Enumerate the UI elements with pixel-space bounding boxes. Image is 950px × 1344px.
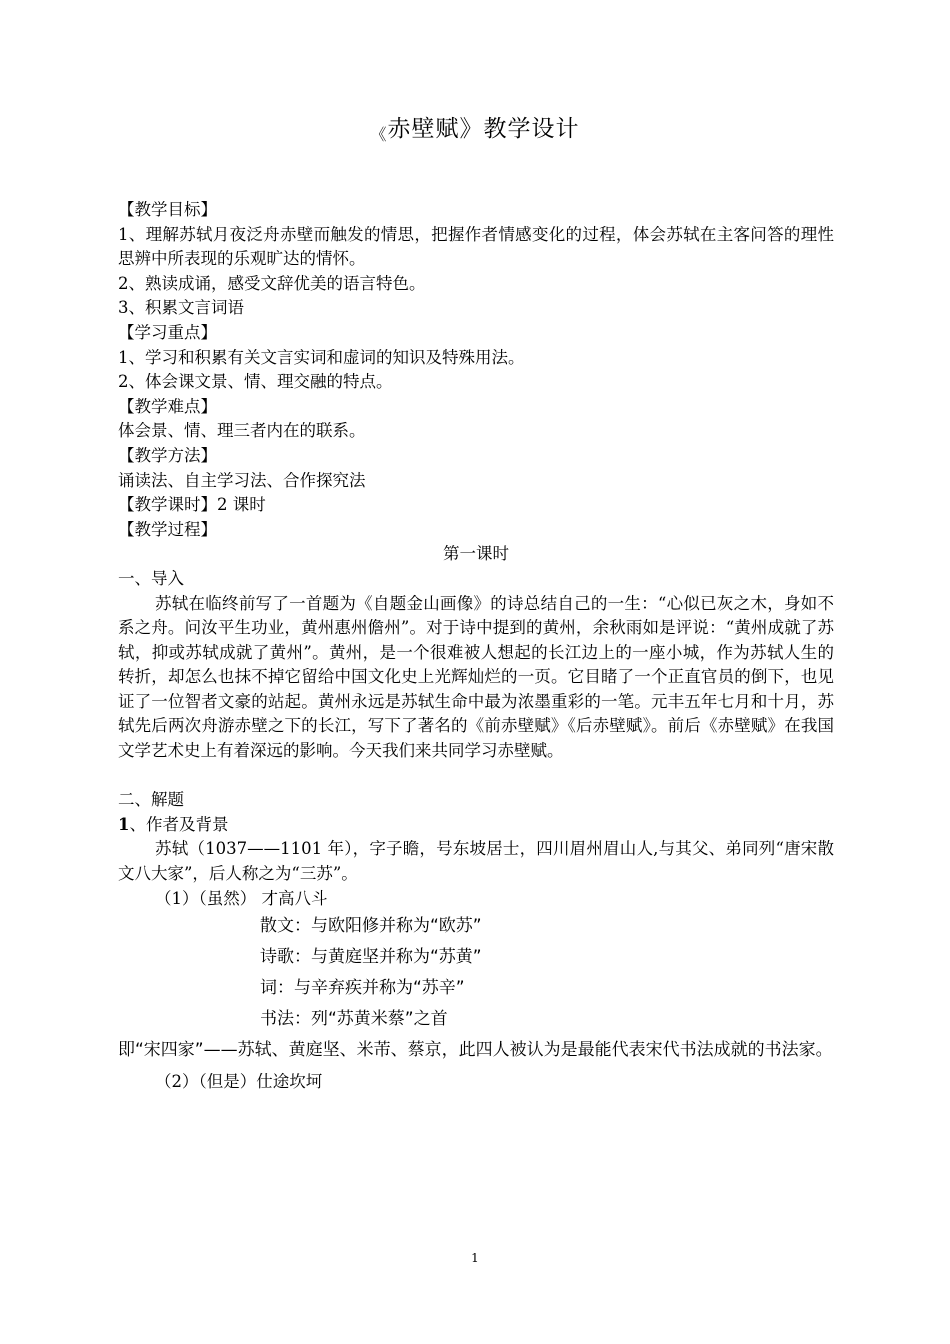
- arts-list: [118, 911, 834, 1066]
- goal-item-1: 1、理解苏轼月夜泛舟赤壁而触发的情思，把握作者情感变化的过程，体会苏轼在主客问答的理性思辨中所表现的乐观旷达的情怀。: [118, 224, 834, 269]
- author-paragraph: 苏轼（1037——1101 年），字子瞻，号东坡居士，四川眉州眉山人,与其父、弟同列“唐宋散文八大家”，后人称之为“三苏”。: [118, 839, 834, 884]
- lesson-title: 第一课时: [443, 544, 509, 564]
- page-number: 1: [471, 1251, 479, 1265]
- author-header-text: 、作者及背景: [129, 814, 229, 834]
- arts-ci: 词：与辛弃疾并称为“苏辛”: [260, 978, 465, 999]
- career-line: （2）（但是）仕途坎坷: [155, 1072, 323, 1092]
- hours-line: 【教学课时】2 课时: [118, 495, 266, 515]
- focus-header: 【学习重点】: [118, 322, 217, 342]
- focus-item-1: 1、学习和积累有关文言实词和虚词的知识及特殊用法。: [118, 347, 525, 367]
- title-text: 赤壁赋》教学设计: [387, 116, 580, 142]
- author-header: [118, 813, 834, 838]
- talent-line: （1）（虽然） 才高八斗: [155, 888, 328, 908]
- method-text: 诵读法、自主学习法、合作探究法: [118, 470, 366, 490]
- focus-item-2: 2、体会课文景、情、理交融的特点。: [118, 372, 393, 392]
- title-open-quote: 《: [370, 125, 388, 144]
- title-explanation-header: 二、解题: [118, 790, 184, 810]
- intro-paragraph: 苏轼在临终前写了一首题为《自题金山画像》的诗总结自己的一生：“心似已灰之木，身如不系之舟。问汝平生功业，黄州惠州儋州”。对于诗中提到的黄州，余秋雨如是评说：“黄州成就了苏轼，抑或苏轼成就了黄州”。黄州，是一个很难被人想起的长江边上的一座小城，作为苏轼人生的转折，却怎么也抹不掉它留给中国文化史上光辉灿烂的一页。它目睹了一个正直官员的倒下，也见证了一位智者文豪的站起。黄州永远是苏轼生命中最为浓墨重彩的一笔。元丰五年七月和十月，苏轼先后两次舟游赤壁之下的长江，写下了著名的《前赤壁赋》《后赤壁赋》。前后《赤壁赋》在我国文学艺术史上有着深远的影响。今天我们来共同学习赤壁赋。: [118, 593, 834, 761]
- goal-item-3: 3、积累文言词语: [118, 298, 244, 318]
- difficulty-text: 体会景、情、理三者内在的联系。: [118, 421, 366, 441]
- spacer: [118, 764, 834, 789]
- page-title: [0, 110, 950, 145]
- intro-header: 一、导入: [118, 568, 184, 588]
- arts-poetry: 诗歌：与黄庭坚并称为“苏黄”: [260, 947, 482, 968]
- difficulty-header: 【教学难点】: [118, 396, 217, 416]
- author-header-number: 1: [118, 814, 130, 834]
- process-header: 【教学过程】: [118, 519, 217, 539]
- document-body: [118, 198, 834, 1095]
- arts-prose: 散文：与欧阳修并称为“欧苏”: [260, 916, 482, 937]
- four-masters-paragraph: 即“宋四家”——苏轼、黄庭坚、米芾、蔡京，此四人被认为是最能代表宋代书法成就的书法家。: [118, 1040, 833, 1061]
- goals-header: 【教学目标】: [118, 200, 217, 219]
- goal-item-2: 2、熟读成诵，感受文辞优美的语言特色。: [118, 273, 426, 293]
- method-header: 【教学方法】: [118, 445, 217, 465]
- arts-calligraphy: 书法：列“苏黄米蔡”之首: [260, 1009, 448, 1030]
